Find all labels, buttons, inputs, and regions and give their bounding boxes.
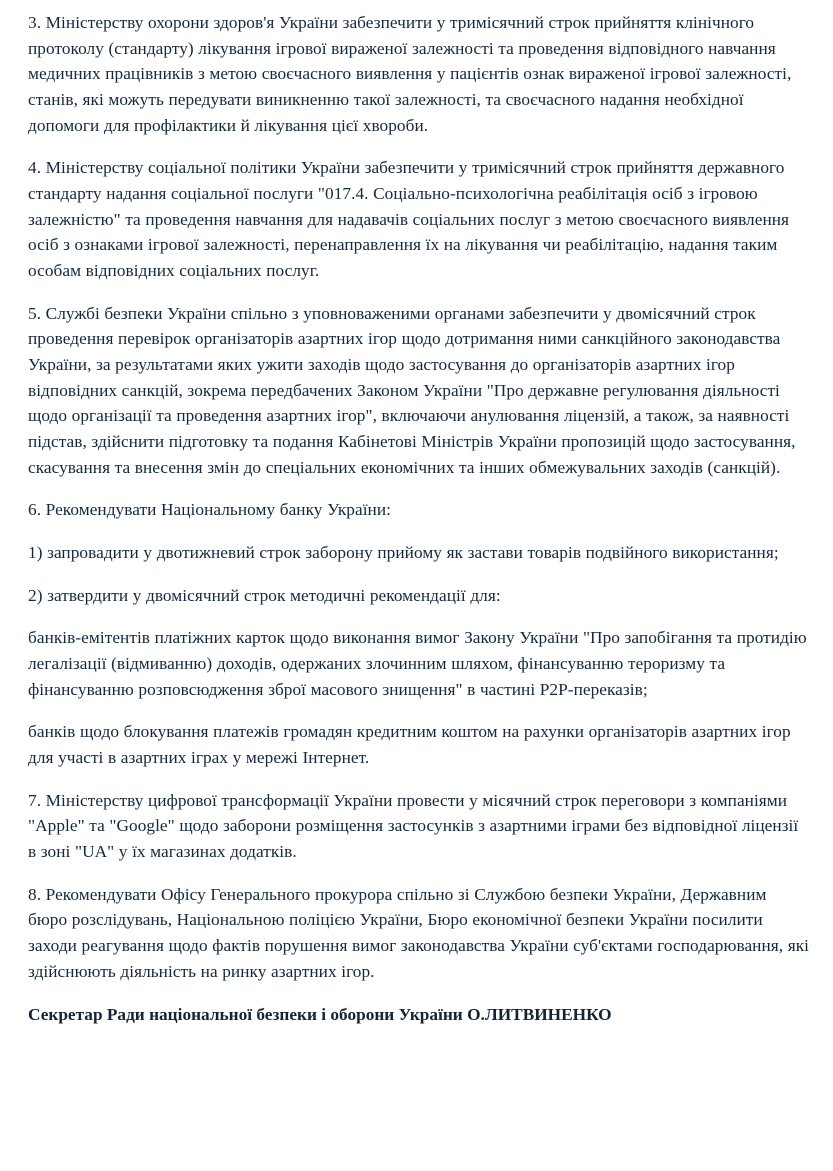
paragraph-3: 3. Міністерству охорони здоров'я України забезпечити у тримісячний строк прийняття клінічного протоколу (стандарту) лікування ігрової вираженої залежності та проведення відповідного навчання медичних працівників з метою своєчасного виявлення у пацієнтів ознак вираженої ігрової залежності, станів, які можуть передувати виникненню такої залежності, та своєчасного надання необхідної допомоги для профілактики й лікування цієї хвороби.	[28, 13, 792, 135]
paragraph-4: 4. Міністерству соціальної політики України забезпечити у тримісячний строк прийняття державного стандарту надання соціальної послуги "017.4. Соціально-психологічна реабілітація осіб з ігровою залежністю" та проведення навчання для надавачів соціальних послуг з метою своєчасного виявлення осіб з ознаками ігрової залежності, перенаправлення їх на лікування чи реабілітацію, надання таким особам відповідних соціальних послуг.	[28, 158, 790, 281]
paragraph-6-item-2-sub-1: банків-емітентів платіжних карток щодо виконання вимог Закону України "Про запобігання та протидію легалізації (відмиванню) доходів, одержаних злочинним шляхом, фінансуванню тероризму та фінансуванню розповсюдження зброї масового знищення" в частині Р2Р-переказів;	[28, 628, 807, 699]
paragraph-6-item-2: 2) затвердити у двомісячний строк методичні рекомендації для:	[28, 585, 501, 605]
paragraph-6-item-2-sub-2: банків щодо блокування платежів громадян кредитним коштом на рахунки організаторів азартних ігор для участі в азартних іграх у мережі Інтернет.	[28, 722, 791, 768]
paragraph-6: 6. Рекомендувати Національному банку України:	[28, 500, 391, 520]
paragraph-7: 7. Міністерству цифрової трансформації України провести у місячний строк переговори з компаніями "Apple" та "Google" щодо заборони розміщення застосунків з азартними іграми без відповідної ліцензії в зоні "UA" у їх магазинах додатків.	[28, 790, 799, 862]
paragraph-8: 8. Рекомендувати Офісу Генерального прокурора спільно зі Службою безпеки України, Державним бюро розслідувань, Національною поліцією України, Бюро економічної безпеки України посилити заходи реагування щодо фактів порушення вимог законодавства України суб'єктами господарювання, які здійснюють діяльність на ринку азартних ігор.	[28, 884, 809, 981]
paragraph-6-item-1: 1) запровадити у двотижневий строк заборону прийому як застави товарів подвійного використання;	[28, 543, 779, 563]
signature-line: Секретар Ради національної безпеки і оборони України О.ЛИТВИНЕНКО	[28, 1004, 612, 1024]
paragraph-5: 5. Службі безпеки України спільно з уповноваженими органами забезпечити у двомісячний строк проведення перевірок організаторів азартних ігор щодо дотримання ними санкційного законодавства України, за результатами яких ужити заходів щодо застосування до організаторів азартних ігор відповідних санкцій, зокрема передбачених Законом України "Про державне регулювання діяльності щодо організації та проведення азартних ігор", включаючи анулювання ліцензій, а також, за наявності підстав, здійснити підготовку та подання Кабінетові Міністрів України пропозицій щодо застосування, скасування та внесення змін до спеціальних економічних та інших обмежувальних заходів (санкцій).	[28, 303, 796, 477]
